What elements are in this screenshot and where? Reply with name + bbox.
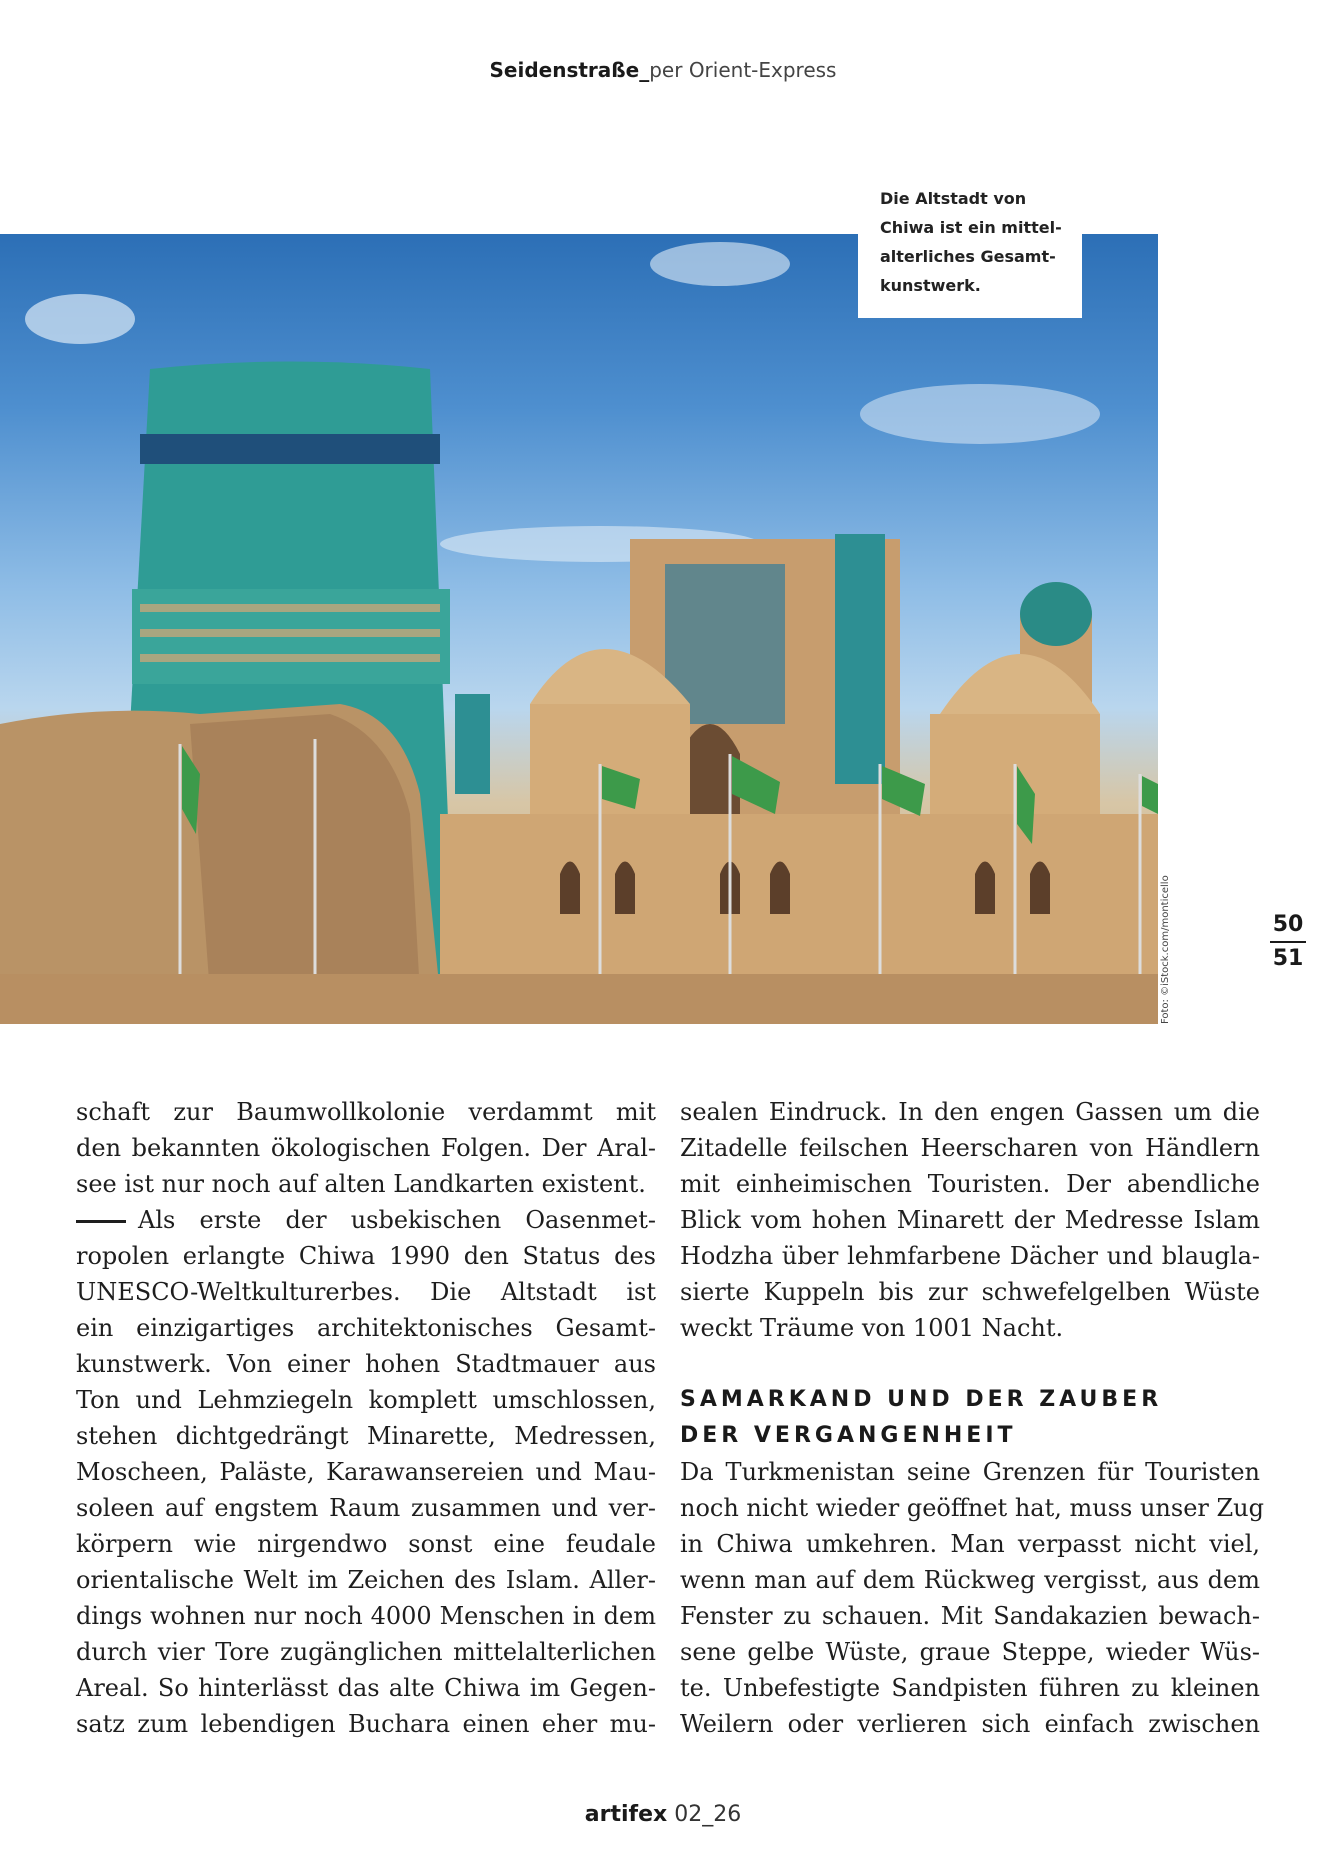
text-line: dings wohnen nur noch 4000 Menschen in dem (76, 1602, 656, 1630)
text-line: Ton und Lehmziegeln komplett umschlossen, (76, 1386, 656, 1414)
text-line-with-dash (76, 1202, 656, 1238)
text-line: wenn man auf dem Rückweg vergisst, aus dem (680, 1566, 1260, 1594)
text-line: Als erste der usbekischen Oasenmet- (138, 1206, 656, 1234)
text-line: Hodzha über lehmfarbene Dächer und blaugla- (680, 1242, 1260, 1270)
text-line: durch vier Tore zugänglichen mittelalterlichen (76, 1638, 656, 1666)
header-series: Seidenstraße_ (489, 58, 650, 82)
text-line: sene gelbe Wüste, graue Steppe, wieder Wüs- (680, 1638, 1260, 1666)
text-line: Da Turkmenistan seine Grenzen für Touristen (680, 1458, 1260, 1486)
text-column-left (76, 1094, 656, 1742)
text-line: kunstwerk. Von einer hohen Stadtmauer aus (76, 1350, 656, 1378)
photo-caption: Die Altstadt von Chiwa ist ein mittel- alterliches Gesamt- kunstwerk. (858, 184, 1082, 318)
running-footer (0, 1802, 1326, 1827)
text-line: in Chiwa umkehren. Man verpasst nicht viel, (680, 1530, 1260, 1558)
text-line: te. Unbefestigte Sandpisten führen zu kleinen (680, 1674, 1260, 1702)
header-subtitle: per Orient-Express (649, 58, 837, 82)
text-line: körpern wie nirgendwo sonst eine feudale (76, 1530, 656, 1558)
section-heading-line: SAMARKAND UND DER ZAUBER (680, 1387, 1163, 1412)
text-line: stehen dichtgedrängt Minarette, Medressen, (76, 1422, 656, 1450)
footer-issue: 02_26 (674, 1802, 742, 1827)
paragraph-gap (680, 1346, 1260, 1382)
text-line: Blick vom hohen Minarett der Medresse Islam (680, 1206, 1260, 1234)
text-column-right (680, 1094, 1265, 1742)
footer-brand: artifex (584, 1802, 668, 1827)
text-line: UNESCO-Weltkulturerbes. Die Altstadt ist (76, 1278, 656, 1306)
text-line: sierte Kuppeln bis zur schwefelgelben Wüste (680, 1278, 1260, 1306)
text-line: schaft zur Baumwollkolonie verdammt mit (76, 1098, 656, 1126)
paragraph-dash (76, 1220, 126, 1223)
page-number-divider (1270, 941, 1306, 943)
text-line: Zitadelle feilschen Heerscharen von Händlern (680, 1134, 1260, 1162)
text-line: den bekannten ökologischen Folgen. Der Aral- (76, 1134, 656, 1162)
khiva-photo (0, 234, 1158, 1024)
text-line: noch nicht wieder geöffnet hat, muss unser Zug (680, 1494, 1265, 1522)
text-line: mit einheimischen Touristen. Der abendliche (680, 1170, 1260, 1198)
text-line: Moscheen, Paläste, Karawansereien und Mau- (76, 1458, 656, 1486)
photo-credit-text: Foto: ©iStock.com/monticello (1160, 875, 1171, 1024)
text-line: soleen auf engstem Raum zusammen und ver- (76, 1494, 656, 1522)
text-line: see ist nur noch auf alten Landkarten existent. (76, 1170, 646, 1198)
text-line: sealen Eindruck. In den engen Gassen um die (680, 1098, 1260, 1126)
text-line: satz zum lebendigen Buchara einen eher mu- (76, 1710, 656, 1738)
text-line: ein einzigartiges architektonisches Gesamt- (76, 1314, 656, 1342)
page-number-left: 50 (1272, 912, 1304, 937)
text-line: ropolen erlangte Chiwa 1990 den Status des (76, 1242, 656, 1270)
khiva-old-town-illustration (0, 234, 1158, 1024)
running-header (0, 58, 1326, 82)
text-line: Weilern oder verlieren sich einfach zwischen (680, 1710, 1260, 1738)
section-heading-line: DER VERGANGENHEIT (680, 1423, 1017, 1448)
text-line: weckt Träume von 1001 Nacht. (680, 1314, 1064, 1342)
page-numbers (1270, 910, 1306, 974)
text-line: orientalische Welt im Zeichen des Islam. Aller- (76, 1566, 656, 1594)
page-number-right: 51 (1272, 946, 1304, 971)
text-line: Fenster zu schauen. Mit Sandakazien bewach- (680, 1602, 1260, 1630)
text-line: Areal. So hinterlässt das alte Chiwa im Gegen- (76, 1674, 656, 1702)
